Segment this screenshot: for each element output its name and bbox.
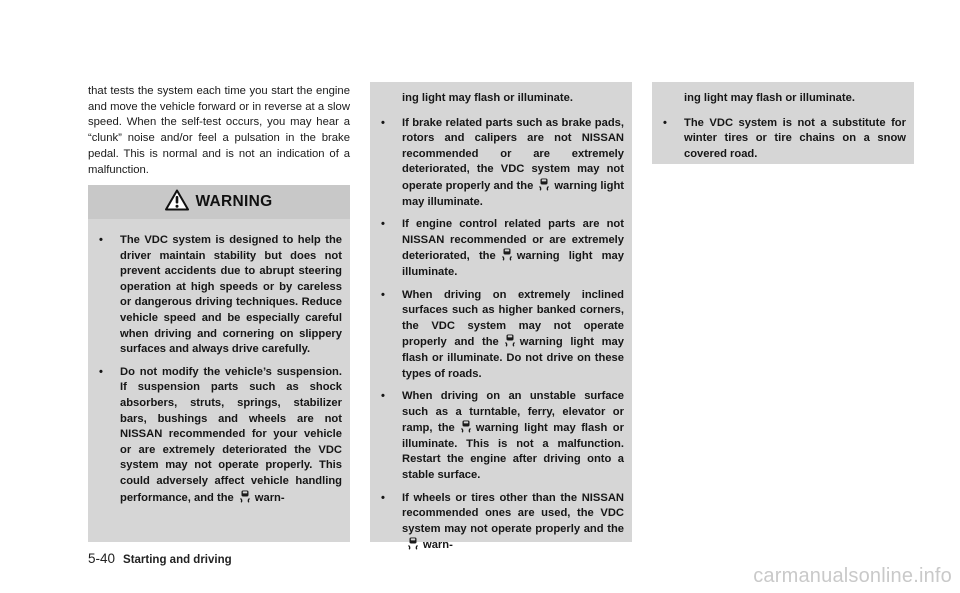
warning-box-column-2 [370,82,632,552]
list-item-continued [378,91,624,107]
list-item-text: When driving on an unstable surface such as a turntable, ferry, elevator or ramp, the [402,390,624,435]
list-item-text: ing light may flash or illuminate. [684,92,855,104]
list-item-text: Do not modify the vehicle’s suspension. If suspension parts such as shock absorbers, struts, springs, stabilizer bars, bushings and wheels are not NISSAN recommended for your vehicle or are extremely deteriorated the VDC system may not operate properly. This could adversely affect vehicle handling performance, and the [120,365,342,504]
list-item-text: warning light may flash or illuminate. Do not drive on these types of roads. [402,336,624,380]
list-item-text: warning light may illuminate. [402,179,625,208]
bullet: • [381,116,385,129]
page-footer [88,551,232,569]
bullet: • [663,116,667,129]
warning-header [88,185,350,219]
list-item [378,491,624,554]
page-number: 5-40 [88,551,116,566]
bullet: • [99,234,103,246]
vdc-skid-car-icon [537,178,551,191]
list-item-text: The VDC system is not a substitute for winter tires or tire chains on a snow covered road. [684,116,906,160]
warning-triangle-icon [165,189,189,211]
list-item [660,116,906,163]
list-item [378,288,624,383]
list-item [96,233,342,358]
list-item-text: If brake related parts such as brake pads, rotors and calipers are not NISSAN recommended or are extremely deteriorated, the VDC system may not operate properly and the [402,116,624,192]
bullet: • [381,390,385,403]
intro-paragraph: that tests the system each time you start the engine and move the vehicle forward or in reverse at a slow speed. When the self-test occurs, you may hear a “clunk” noise and/or feel a pulsation in the brake pedal. This is normal and is not an indication of a malfunction. [88,85,350,176]
vdc-skid-car-icon [406,537,420,550]
list-item-text: If wheels or tires other than the NISSAN recommended ones are used, the VDC system may not operate properly and the [402,491,624,535]
list-item-text: ing light may flash or illuminate. [402,92,573,104]
warning-box-column-3 [652,82,914,164]
warning-list [660,91,906,169]
bullet: • [381,491,385,504]
vdc-skid-car-icon [238,490,252,503]
list-item [378,116,624,211]
vdc-skid-car-icon [503,334,517,347]
list-item-text: warn- [254,491,285,504]
bullet: • [381,288,385,301]
vdc-skid-car-icon [500,248,514,261]
warning-list [378,91,624,561]
list-item-text: warning light may flash or illuminate. This is not a malfunction. Restart the engine after driving onto a stable surface. [402,422,624,482]
watermark: carmanualsonline.info [753,565,952,587]
list-item-text: The VDC system is designed to help the driver maintain stability but does not prevent accidents due to abrupt steering operation at high speeds or by careless or dangerous driving techniques. Reduce vehicle speed and be especially careful when driving and cornering on slippery surfaces and always drive carefully. [120,234,342,356]
warning-box-column-1 [88,185,350,542]
warning-list [96,233,342,513]
list-item-text: If engine control related parts are not NISSAN recommended or are extremely deteriorated, the [402,218,624,263]
section-title: Starting and driving [123,554,232,566]
bullet: • [381,218,385,231]
list-item-continued [660,91,906,107]
list-item [378,389,624,484]
list-item [378,217,624,280]
bullet: • [99,365,103,378]
list-item-text: warn- [423,539,453,552]
list-item-text: When driving on extremely inclined surfaces such as higher banked corners, the VDC system may not operate properly and the [402,288,624,349]
list-item-text: warning light may illuminate. [402,250,624,278]
vdc-skid-car-icon [459,420,473,433]
warning-title: WARNING [195,193,273,210]
list-item [96,365,342,506]
